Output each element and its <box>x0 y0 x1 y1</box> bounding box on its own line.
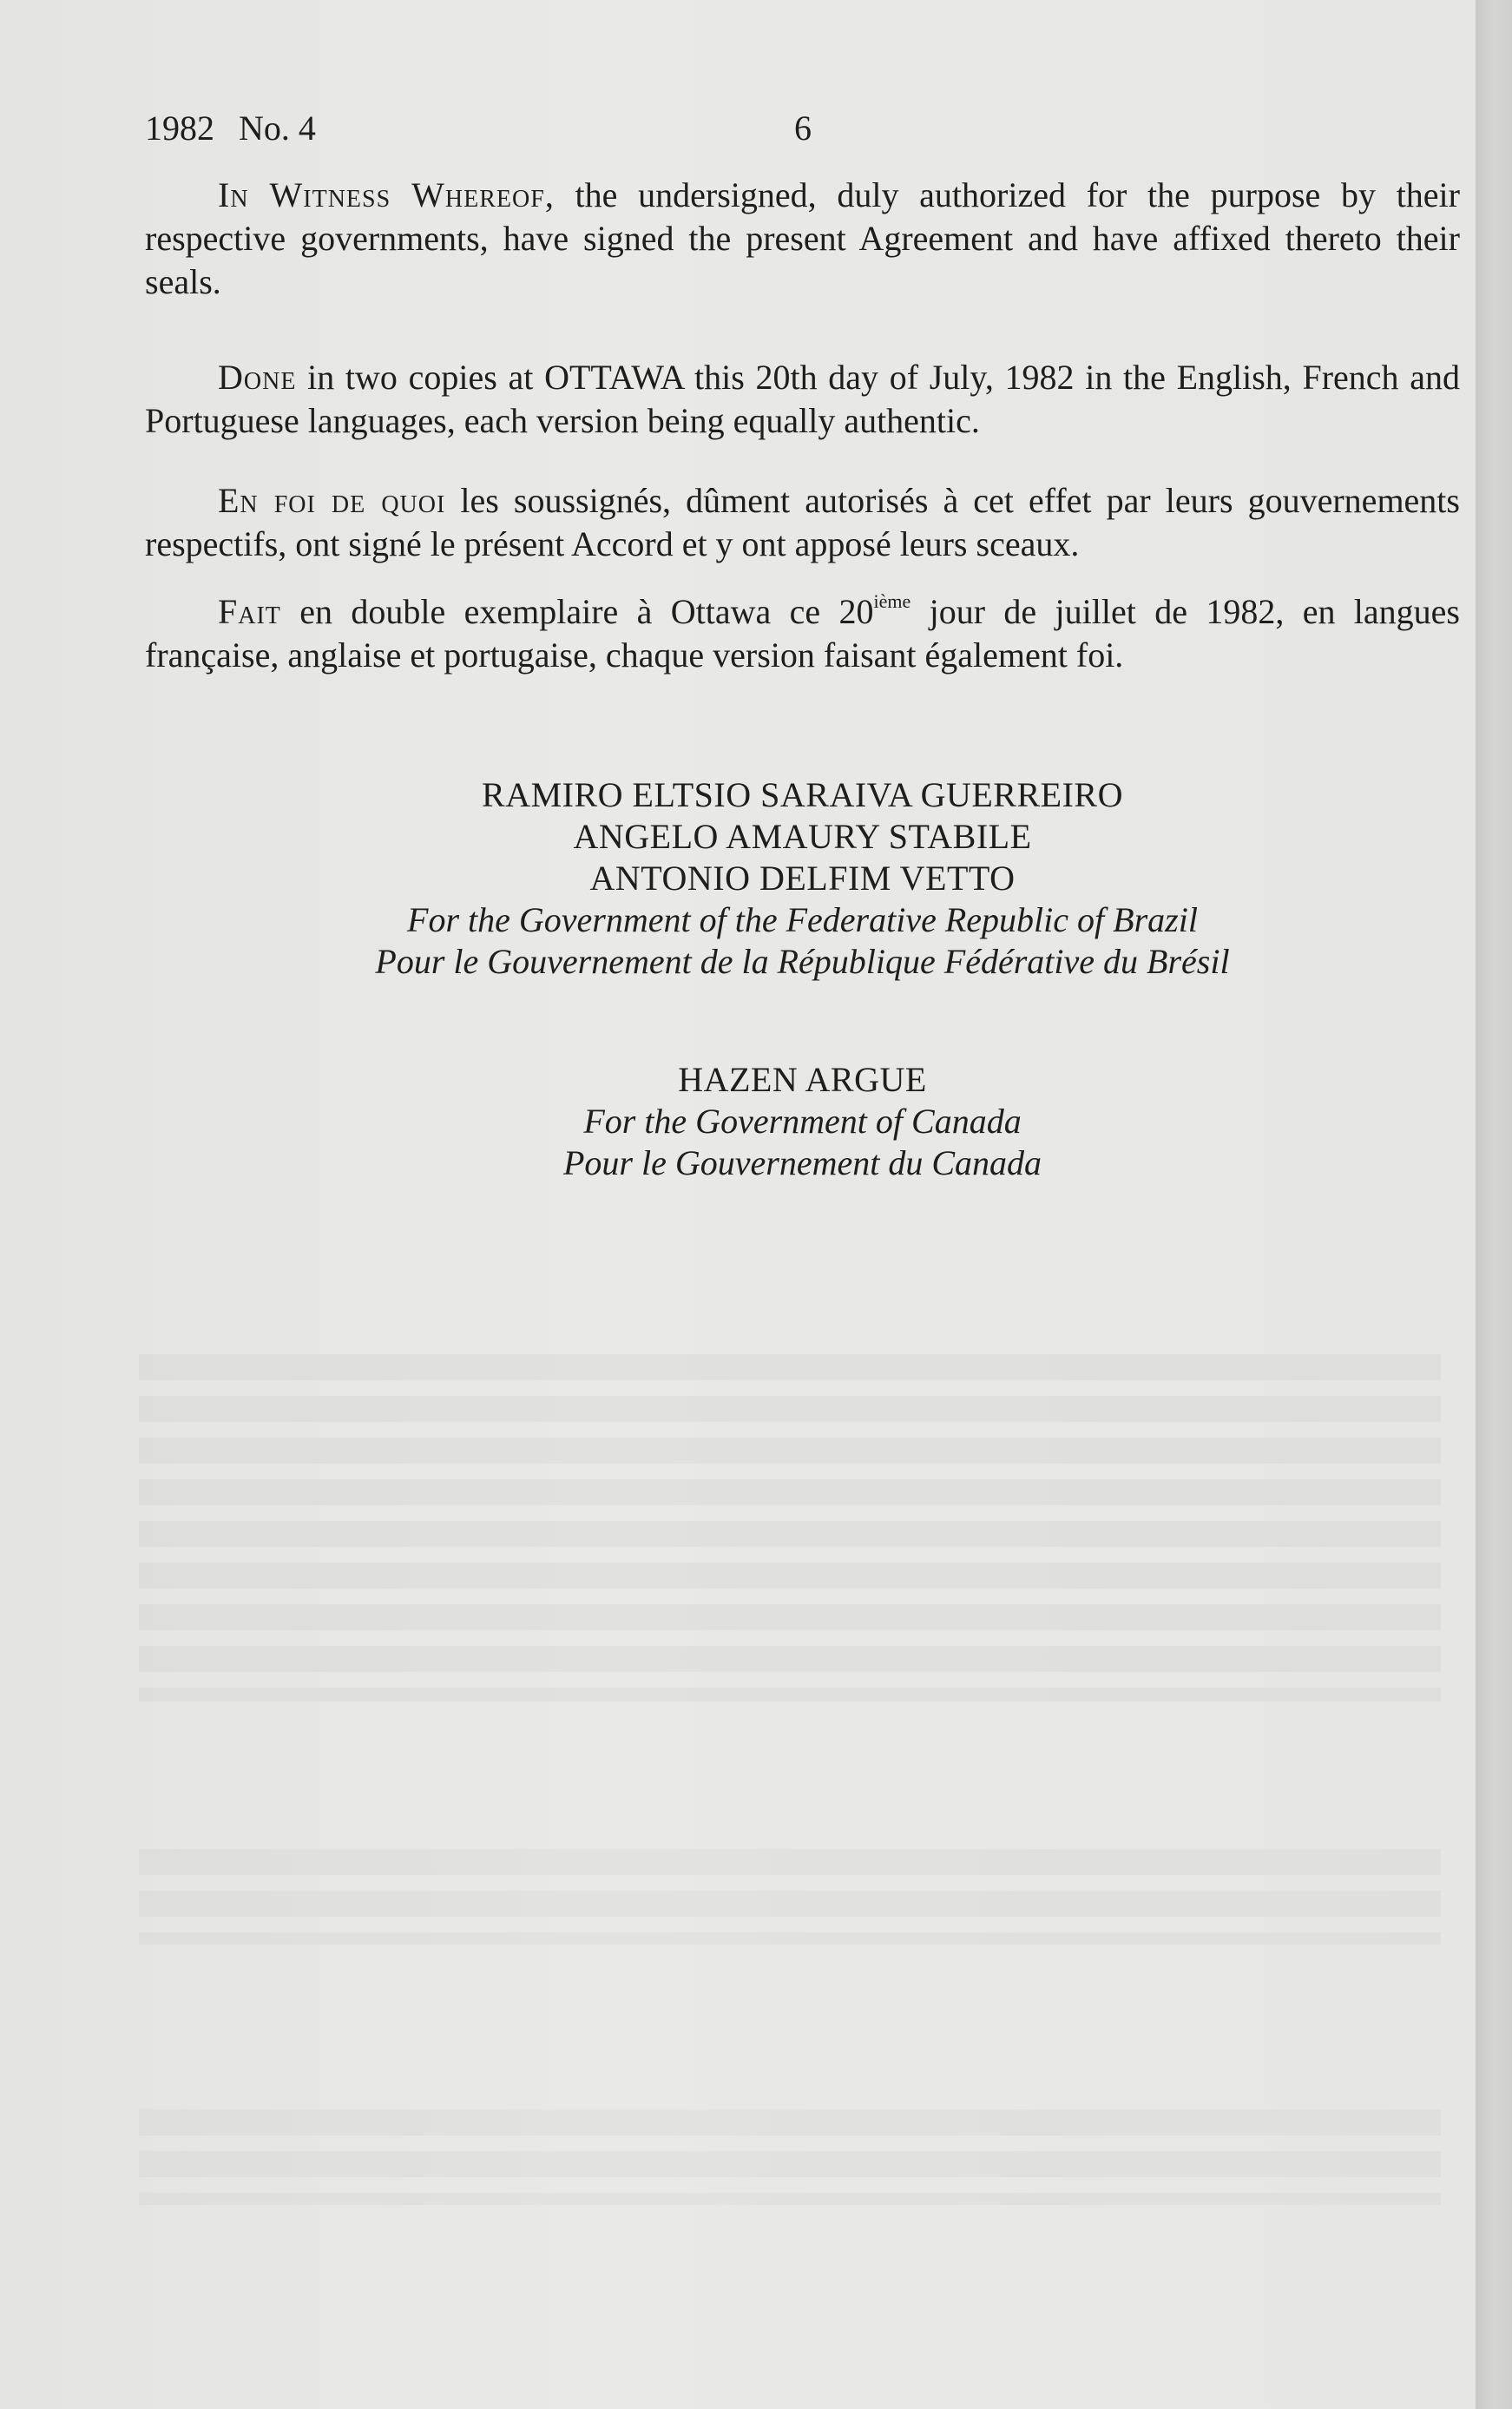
signatory-government-fr: Pour le Gouvernement du Canada <box>562 1143 1042 1182</box>
paragraph-text-cont: jour de juillet de 1982, en langues française, anglaise et portugaise, chaque version faisant également foi. <box>145 592 1460 675</box>
paragraph-text: in two copies at OTTAWA this 20th day of July, 1982 in the English, French and Portuguese languages, each version being equally authentic. <box>145 358 1460 440</box>
page-edge-shadow <box>1476 0 1512 2409</box>
superscript-ieme: ième <box>873 590 911 612</box>
signatory-government-en: For the Government of the Federative Republic of Brazil <box>407 900 1198 939</box>
header-year: 1982 <box>145 109 214 148</box>
page-number: 6 <box>794 109 812 148</box>
signatory-government-en: For the Government of Canada <box>583 1102 1022 1141</box>
signatory-name: ANTONIO DELFIM VETTO <box>589 859 1016 898</box>
signatory-name: RAMIRO ELTSIO SARAIVA GUERREIRO <box>482 775 1123 814</box>
paragraph-lead: In Witness Whereof, <box>218 175 555 214</box>
header-number: No. 4 <box>239 109 316 148</box>
bleed-through-texture-bottom <box>139 2110 1441 2205</box>
paragraph-fait <box>145 590 1460 677</box>
signatory-name: ANGELO AMAURY STABILE <box>573 817 1032 856</box>
paragraph-lead: Done <box>218 358 297 397</box>
paragraph-lead: En foi de quoi <box>218 481 446 520</box>
bleed-through-texture-lower <box>139 1849 1441 1945</box>
paragraph-en-foi-de-quoi <box>145 479 1460 566</box>
signature-block-canada <box>145 1059 1460 1184</box>
signature-block-brazil <box>145 774 1460 983</box>
signatory-government-fr: Pour le Gouvernement de la République Fédérative du Brésil <box>375 942 1230 981</box>
paragraph-text: en double exemplaire à Ottawa ce 20 <box>280 592 874 631</box>
paragraph-text: the undersigned, duly authorized for the purpose by their respective governments, have signed the present Agreement and have affixed thereto their seals. <box>145 175 1460 301</box>
paragraph-in-witness <box>145 174 1460 304</box>
bleed-through-texture <box>139 1354 1441 1701</box>
paragraph-done <box>145 356 1460 443</box>
paragraph-lead: Fait <box>218 592 281 631</box>
signatory-name: HAZEN ARGUE <box>678 1060 927 1099</box>
paragraph-text: les soussignés, dûment autorisés à cet effet par leurs gouvernements respectifs, ont signé le présent Accord et y ont apposé leurs sceaux. <box>145 481 1460 563</box>
